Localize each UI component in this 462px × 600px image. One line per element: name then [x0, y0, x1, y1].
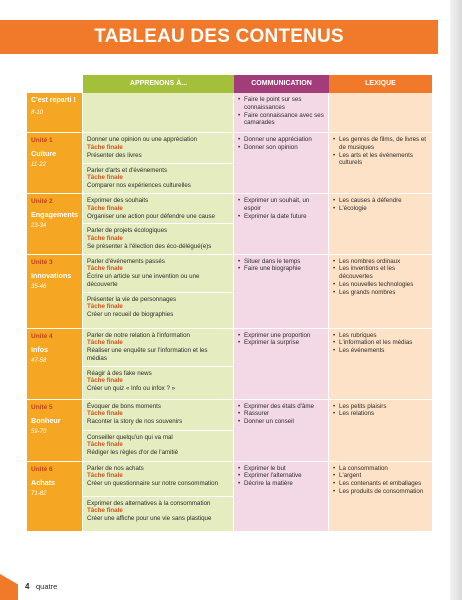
list-item: • Les événements [333, 347, 428, 355]
final-task-label: Tâche finale [87, 507, 123, 515]
unit-pages: 35-46 [31, 283, 47, 290]
learn-block [83, 223, 233, 253]
learn-objective: Réagir à des fake news [87, 369, 152, 377]
lexique-list [333, 197, 428, 213]
unit-name: Innovations [31, 270, 72, 280]
list-item: • Donner un conseil [238, 418, 324, 426]
final-task-label: Tâche finale [87, 472, 123, 480]
learn-objective: Présenter la vie de personnages [87, 295, 177, 303]
learn-block [83, 255, 233, 292]
final-task-label: Tâche finale [87, 174, 123, 182]
learn-cell [83, 462, 234, 531]
learn-objective: Évoquer de bons moments [87, 402, 161, 410]
learn-block [83, 366, 233, 399]
final-task-label: Tâche finale [87, 265, 123, 273]
table-row [27, 255, 432, 329]
final-task-label: Tâche finale [87, 339, 123, 347]
page-edge-shadow [450, 0, 462, 600]
unit-cell [27, 133, 83, 193]
list-item: • Les relations [333, 410, 428, 418]
unit-cell [27, 462, 83, 531]
final-task-text: Présenter des livres [87, 151, 142, 159]
unit-pages: 8-10 [31, 109, 44, 116]
final-task-label: Tâche finale [87, 410, 123, 418]
learn-cell [83, 93, 234, 132]
list-item: • Les produits de consommation [333, 488, 428, 496]
header-lexique: LEXIQUE [329, 75, 432, 93]
unit-label: C'est reparti ! [31, 97, 76, 104]
list-item: • La consommation [333, 465, 428, 473]
unit-pages: 47-58 [31, 357, 47, 364]
list-item: • Exprimer l'alternative [238, 472, 324, 480]
communication-cell [234, 462, 329, 531]
list-item: • Faire une biographie [238, 265, 324, 273]
communication-list [238, 332, 324, 348]
table-row [27, 329, 432, 400]
list-item: • Exprimer un souhait, un espoir [238, 197, 324, 213]
unit-label: Unité 5 [31, 403, 53, 411]
list-item: • L'information et les médias [333, 339, 428, 347]
final-task-text: Créer un recueil de biographies [87, 311, 174, 318]
learn-block [83, 462, 233, 496]
communication-list [238, 465, 324, 488]
list-item: • Exprimer des états d'âme [238, 403, 324, 411]
lexique-cell [329, 194, 432, 254]
list-item: • Les grands nombres [333, 289, 428, 297]
table-row [27, 194, 432, 255]
learn-objective: Parler de notre relation à l'information [87, 331, 190, 339]
list-item: • Faire le point sur ses connaissances [238, 96, 324, 112]
unit-label: Unité 1 [31, 137, 53, 144]
communication-cell [234, 133, 329, 193]
unit-cell [27, 93, 83, 132]
final-task-text: Se présenter à l'élection des éco-délégué(e)s [87, 242, 212, 250]
learn-cell [83, 400, 234, 461]
communication-list [238, 197, 324, 220]
learn-objective: Parler de projets écologiques [87, 227, 168, 235]
unit-cell [27, 400, 83, 461]
header-spacer [27, 75, 83, 93]
learn-objective: Exprimer des souhaits [87, 197, 149, 204]
final-task-text: Raconter la story de nos souvenirs [87, 418, 183, 425]
final-task-text: Écrire un article sur une invention ou une découverte [87, 273, 200, 288]
learn-objective: Parler d'événements passés [87, 257, 165, 265]
unit-name: Engagements [31, 210, 79, 220]
unit-pages: 11-22 [31, 162, 46, 169]
communication-list [238, 96, 324, 127]
footer-corner-mark [0, 574, 18, 600]
learn-block [83, 329, 233, 366]
learn-cell [83, 133, 234, 193]
communication-cell [234, 255, 329, 328]
learn-cell [83, 194, 234, 254]
lexique-cell [329, 133, 432, 193]
communication-list [238, 136, 324, 152]
unit-name: Culture [31, 149, 57, 159]
learn-objective: Conseiller quelqu'un qui va mal [87, 433, 173, 441]
list-item: • Donner son opinion [238, 144, 324, 152]
unit-cell [27, 329, 83, 399]
list-item: • Exprimer la date future [238, 213, 324, 221]
learn-block [83, 496, 233, 531]
communication-cell [234, 93, 329, 132]
learn-objective: Exprimer des alternatives à la consommation [87, 499, 211, 507]
unit-pages: 71-82 [31, 490, 47, 497]
communication-list [238, 403, 324, 426]
learn-block [83, 400, 233, 430]
unit-cell [27, 255, 83, 328]
final-task-text: Créer un questionnaire sur notre consommation [87, 480, 219, 487]
unit-cell [27, 194, 83, 254]
header-communication: COMMUNICATION [234, 75, 329, 93]
communication-cell [234, 400, 329, 461]
final-task-label: Tâche finale [87, 303, 123, 311]
final-task-label: Tâche finale [87, 441, 123, 449]
communication-cell [234, 194, 329, 254]
lexique-cell [329, 329, 432, 399]
list-item: • Faire connaissance avec ses camarades [238, 112, 324, 128]
final-task-label: Tâche finale [87, 143, 123, 151]
lexique-cell [329, 255, 432, 328]
list-item: • Exprimer la surprise [238, 339, 324, 347]
list-item: • Décrire la matière [238, 480, 324, 488]
lexique-list [333, 332, 428, 355]
unit-label: Unité 4 [31, 332, 53, 340]
list-item: • Les contenants et emballages [333, 480, 428, 488]
learn-cell [83, 329, 234, 399]
unit-name: Infos [31, 344, 49, 354]
list-item: • L'écologie [333, 205, 428, 213]
learn-objective: Donner une opinion ou une appréciation [87, 136, 198, 143]
list-item: • Exprimer une proportion [238, 332, 324, 340]
table-header [27, 75, 432, 93]
unit-label: Unité 6 [31, 465, 53, 473]
final-task-text: Créer une affiche pour une vie sans plastique [87, 515, 212, 522]
lexique-list [333, 465, 428, 496]
lexique-cell [329, 462, 432, 531]
list-item: • Les arts et les événements culturels [333, 152, 428, 168]
learn-cell [83, 255, 234, 328]
final-task-text: Comparer nos expériences culturelles [87, 182, 191, 189]
list-item: • L'argent [333, 472, 428, 480]
final-task-label: Tâche finale [87, 204, 123, 212]
table-row [27, 93, 432, 133]
learn-block [83, 430, 233, 461]
communication-list [238, 258, 324, 274]
unit-name: Bonheur [31, 415, 61, 425]
page-number-word: quatre [36, 582, 58, 591]
table-row [27, 462, 432, 532]
list-item: • Les petits plaisirs [333, 403, 428, 411]
list-item: • Donner une appréciation [238, 136, 324, 144]
list-item: • Les genres de films, de livres et de musiques [333, 136, 428, 152]
learn-objective: Parler d'arts et d'événements [87, 166, 168, 174]
learn-block [83, 163, 233, 194]
final-task-label: Tâche finale [87, 377, 123, 385]
final-task-label: Tâche finale [87, 235, 123, 242]
lexique-cell [329, 93, 432, 132]
title-banner [0, 20, 438, 54]
list-item: • Les causes à défendre [333, 197, 428, 205]
communication-cell [234, 329, 329, 399]
lexique-cell [329, 400, 432, 461]
learn-objective: Parler de nos achats [87, 464, 144, 472]
final-task-text: Organiser une action pour défendre une cause [87, 212, 215, 220]
list-item: • Rassurer [238, 410, 324, 418]
list-item: • Les nouvelles technologies [333, 281, 428, 289]
final-task-text: Rédiger les règles d'or de l'amitié [87, 449, 179, 456]
list-item: • Les nombres ordinaux [333, 258, 428, 266]
unit-pages: 59-70 [31, 428, 47, 435]
list-item: • Situer dans le temps [238, 258, 324, 266]
final-task-text: Créer un quiz « Info ou infox ? » [87, 385, 176, 392]
final-task-text: Réaliser une enquête sur l'information et les médias [87, 347, 208, 362]
unit-name: Achats [31, 477, 55, 487]
unit-pages: 23-34 [31, 223, 47, 230]
learn-block [83, 194, 233, 223]
page-title: TABLEAU DES CONTENUS [94, 26, 344, 47]
table-row [27, 133, 432, 194]
contents-table [27, 75, 432, 532]
unit-label: Unité 2 [31, 198, 53, 205]
list-item: • Les rubriques [333, 332, 428, 340]
unit-label: Unité 3 [31, 258, 53, 266]
header-learn: APPRENONS À... [83, 75, 234, 93]
page-footer [0, 574, 462, 600]
lexique-list [333, 258, 428, 297]
learn-block [83, 292, 233, 328]
lexique-list [333, 136, 428, 167]
table-body [27, 93, 432, 532]
learn-block [83, 133, 233, 163]
list-item: • Les inventions et les découvertes [333, 265, 428, 281]
page-number: 4 [25, 582, 30, 591]
lexique-list [333, 403, 428, 419]
list-item: • Exprimer le but [238, 465, 324, 473]
table-row [27, 400, 432, 462]
